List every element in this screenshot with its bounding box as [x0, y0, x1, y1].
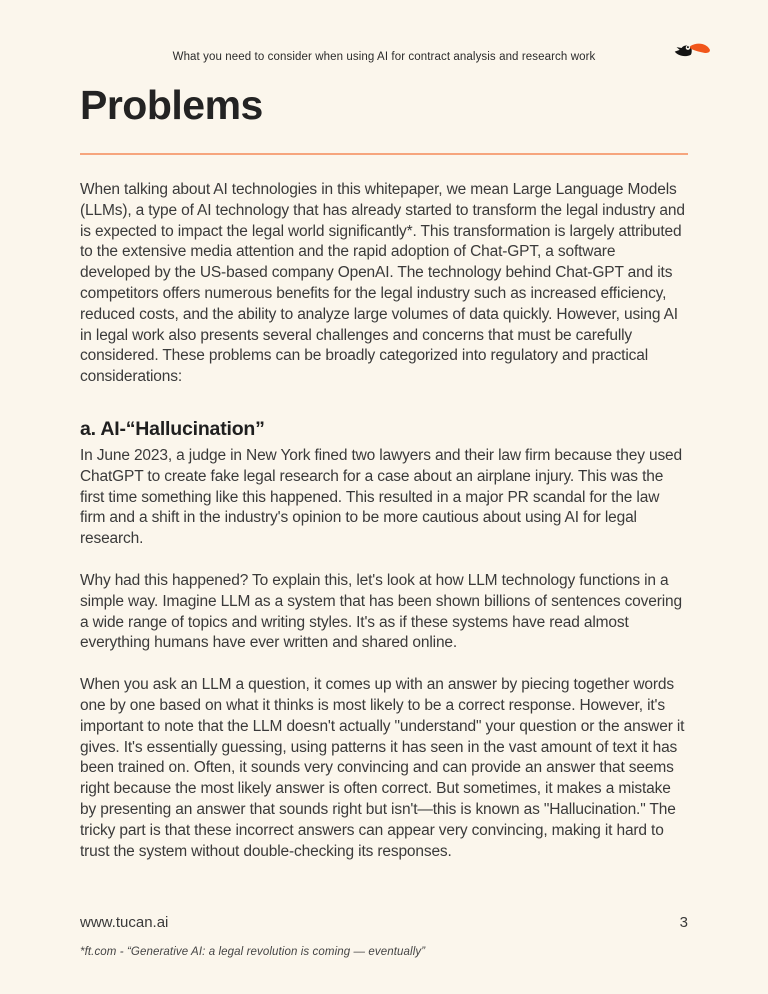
tucan-logo-icon [672, 39, 712, 67]
accent-divider [80, 153, 688, 155]
footer-page-number: 3 [679, 914, 688, 931]
footnote: *ft.com - “Generative AI: a legal revolution is coming — eventually” [80, 946, 426, 958]
section-paragraph: Why had this happened? To explain this, let's look at how LLM technology functions in a simple way. Imagine LLM as a system that has been shown billions of sentences covering a wide range of topics and writing styles. It's as if these systems have read almost everything humans have ever written and shared online. [80, 571, 682, 652]
page-footer [80, 914, 688, 931]
page-header [80, 47, 688, 65]
section-heading-hallucination: a. AI-“Hallucination” [80, 417, 265, 440]
page-title: Problems [80, 82, 263, 128]
section-paragraph: When you ask an LLM a question, it comes up with an answer by piecing together words one by one based on what it thinks is most likely to be a correct response. However, it's important to note that the LLM doesn't actually "understand" your question or the answer it gives. It's essentially guessing, using patterns it has seen in the vast amount of text it has been trained on. Often, it sounds very convincing and can provide an answer that seems right because the most likely answer is often correct. But sometimes, it makes a mistake by presenting an answer that sounds right but isn't—this is known as "Hallucination." The tricky part is that these incorrect answers can appear very convincing, making it hard to trust the system without double-checking its responses. [80, 676, 685, 860]
running-title: What you need to consider when using AI for contract analysis and research work [172, 51, 596, 63]
section-paragraph: In June 2023, a judge in New York fined two lawyers and their law firm because they used ChatGPT to create fake legal research for a case about an airplane injury. This was the first time something like this happened. This resulted in a major PR scandal for the law firm and a shift in the industry's opinion to be more cautious about using AI for legal research. [80, 446, 682, 548]
intro-paragraph: When talking about AI technologies in this whitepaper, we mean Large Language Models (LLMs), a type of AI technology that has already started to transform the legal industry and is expected to impact the legal world significantly*. This transformation is largely attributed to the extensive media attention and the rapid adoption of Chat-GPT, a software developed by the US-based company OpenAI. The technology behind Chat-GPT and its competitors offers numerous benefits for the legal industry such as increased efficiency, reduced costs, and the ability to analyze large volumes of data quickly. However, using AI in legal work also presents several challenges and concerns that must be carefully considered. These problems can be broadly categorized into regulatory and practical considerations: [80, 181, 685, 386]
footer-website: www.tucan.ai [80, 914, 169, 931]
